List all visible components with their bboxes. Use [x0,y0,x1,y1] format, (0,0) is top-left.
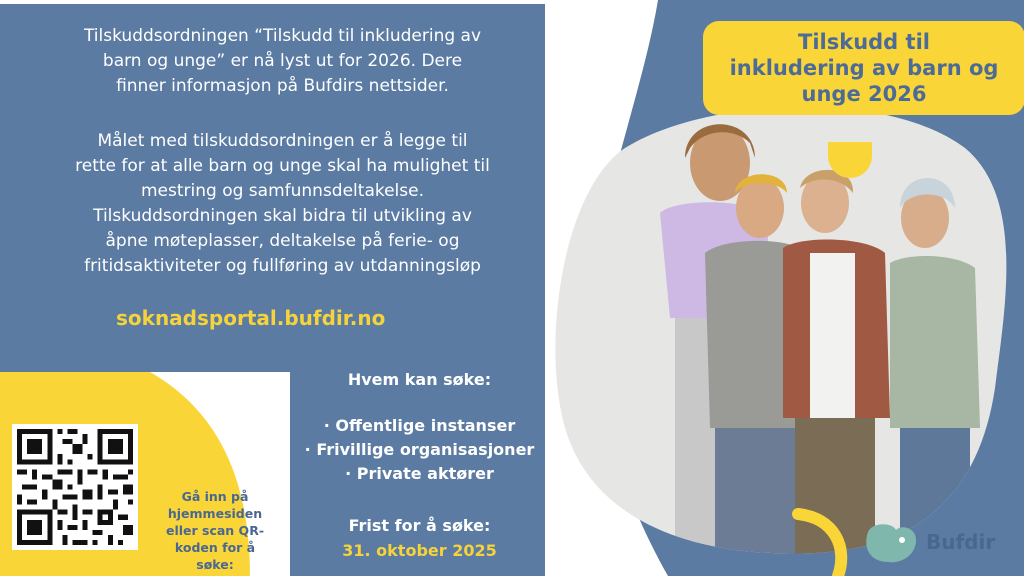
eligibility-section [292,368,547,486]
bufdir-logo-icon [862,522,918,564]
eligibility-item: · Frivillige organisasjoner [304,440,535,459]
goal-text [60,129,505,279]
portal-link[interactable]: soknadsportal.bufdir.no [116,306,386,330]
deadline-label: Frist for å søke: [348,516,491,535]
qr-code-icon[interactable] [12,424,138,550]
eligibility-heading: Hvem kan søke: [347,370,492,389]
goal-line: Målet med tilskuddsordningen er å legge til [97,131,468,151]
intro-line: finner informasjon på Bufdirs nettsider. [116,76,449,96]
goal-line: rette for at alle barn og unge skal ha mulighet til [75,156,490,176]
qr-note-line: hjemmesiden [167,506,263,521]
title-line: unge 2026 [801,82,927,106]
eligibility-item: · Private aktører [345,464,494,483]
title-line: Tilskudd til [798,30,930,54]
intro-line: Tilskuddsordningen “Tilskudd til inkludering av [83,26,482,46]
bufdir-logo-text: Bufdir [926,530,996,554]
qr-note-line: koden for å søke: [174,540,256,572]
title-banner [703,21,1024,115]
deadline-date: 31. oktober 2025 [342,541,497,560]
qr-note-line: eller scan QR- [165,523,265,538]
goal-line: Tilskuddsordningen skal bidra til utvikling av [93,206,472,226]
intro-line: barn og unge” er nå lyst ut for 2026. Dere [102,51,463,71]
title-line: inkludering av barn og [729,56,999,80]
goal-line: åpne møteplasser, deltakelse på ferie- og [105,231,460,251]
goal-line: mestring og samfunnsdeltakelse. [140,181,424,201]
eligibility-item: · Offentlige instanser [323,416,516,435]
qr-note-line: Gå inn på [181,489,249,504]
qr-instructions [156,488,274,573]
children-photo [555,88,1015,558]
goal-line: fritidsaktiviteter og fullføring av utdanningsløp [84,256,481,276]
intro-text [60,24,505,99]
yellow-arc-decoration [790,508,850,576]
